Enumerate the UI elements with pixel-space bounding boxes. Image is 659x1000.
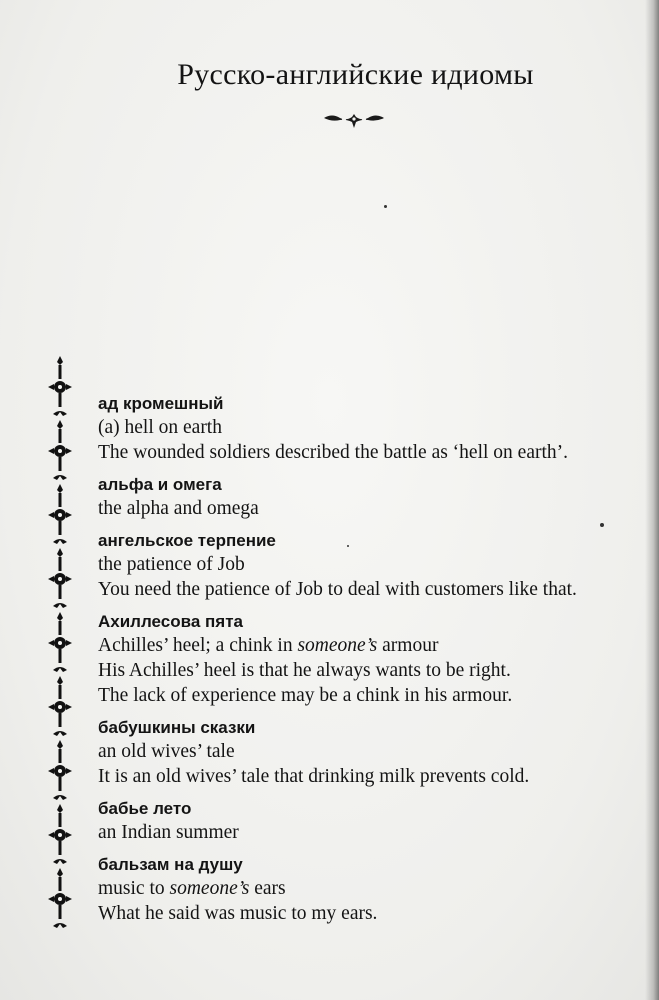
- idiom-headword: Ахиллесова пята: [98, 612, 243, 631]
- idiom-entry: [98, 392, 643, 465]
- idiom-translation: an old wives’ tale: [98, 741, 235, 762]
- idiom-entry: [98, 716, 643, 789]
- idiom-headword: ад кромешный: [98, 394, 224, 413]
- idiom-entry: [98, 529, 643, 602]
- idiom-headword: альфа и омега: [98, 475, 222, 494]
- idiom-entry: [98, 610, 643, 708]
- idiom-entry: [98, 797, 643, 845]
- idiom-translation: the patience of Job: [98, 554, 245, 575]
- scan-speck: [384, 205, 387, 208]
- idiom-list: [98, 392, 643, 934]
- idiom-translation: music to someone’s ears: [98, 878, 286, 899]
- idiom-example: The lack of experience may be a chink in his armour.: [98, 685, 513, 706]
- idiom-example: The wounded soldiers described the battle as ‘hell on earth’.: [98, 442, 569, 463]
- vertical-border-ornament-icon: [40, 356, 80, 938]
- idiom-example: What he said was music to my ears.: [98, 903, 378, 924]
- idiom-translation: an Indian summer: [98, 822, 239, 843]
- idiom-headword: ангельское терпение: [98, 531, 276, 550]
- idiom-headword: бальзам на душу: [98, 855, 243, 874]
- fleuron-ornament-icon: [322, 110, 386, 132]
- scan-speck: [347, 545, 349, 547]
- idiom-translation: Achilles’ heel; a chink in someone’s armour: [98, 635, 439, 656]
- idiom-headword: бабье лето: [98, 799, 192, 818]
- idiom-example: You need the patience of Job to deal with customers like that.: [98, 579, 577, 600]
- idiom-translation: (a) hell on earth: [98, 417, 222, 438]
- idiom-entry: [98, 853, 643, 926]
- idiom-example: His Achilles’ heel is that he always wants to be right.: [98, 660, 511, 681]
- idiom-entry: [98, 473, 643, 521]
- idiom-example: It is an old wives’ tale that drinking milk prevents cold.: [98, 766, 530, 787]
- idiom-headword: бабушкины сказки: [98, 718, 256, 737]
- idiom-translation: the alpha and omega: [98, 498, 259, 519]
- page-title: Русско-английские идиомы: [177, 58, 534, 91]
- page-edge-shadow: [645, 0, 659, 1000]
- scan-speck: [600, 523, 604, 527]
